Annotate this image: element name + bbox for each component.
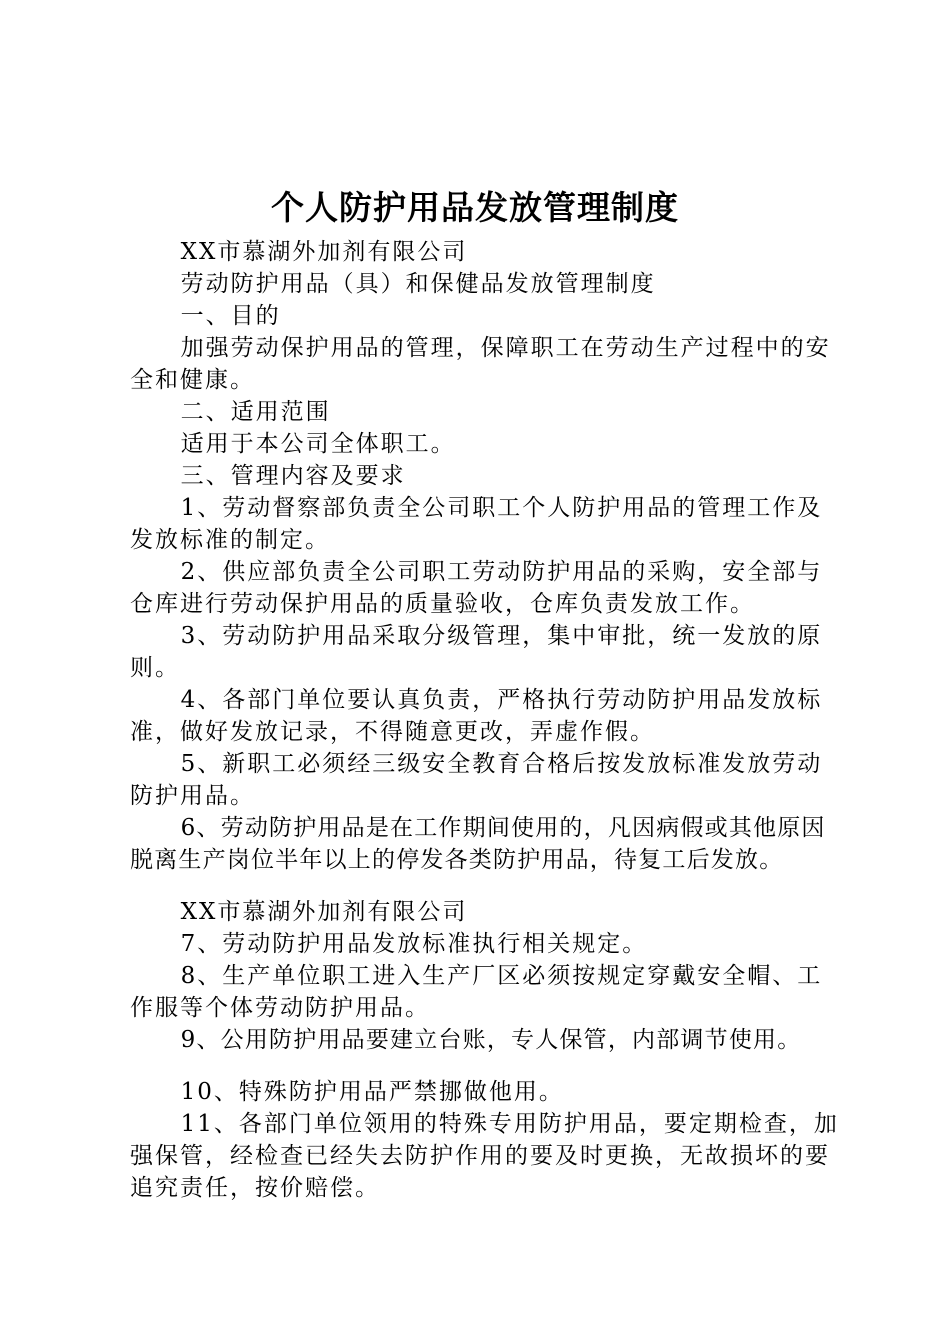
- paragraph-item-5: 5、新职工必须经三级安全教育合格后按发放标准发放劳动防护用品。: [130, 751, 823, 809]
- paragraph-item-3: 3、劳动防护用品采取分级管理，集中审批，统一发放的原则。: [130, 623, 823, 681]
- paragraph-item-4: 4、各部门单位要认真负责，严格执行劳动防护用品发放标准，做好发放记录，不得随意更改，弄虚作假。: [130, 687, 823, 745]
- paragraph-item-6: 6、劳动防护用品是在工作期间使用的，凡因病假或其他原因脱离生产岗位半年以上的停发各类防护用品，待复工后发放。: [130, 815, 826, 873]
- document-title: 个人防护用品发放管理制度: [271, 188, 679, 227]
- company-name: XX市慕湖外加剂有限公司: [180, 239, 468, 265]
- paragraph-item-2: 2、供应部负责全公司职工劳动防护用品的采购，安全部与仓库进行劳动保护用品的质量验收，仓库负责发放工作。: [130, 559, 823, 617]
- paragraph-gap: [130, 1056, 842, 1076]
- paragraph-item-9: 9、公用防护用品要建立台账，专人保管，内部调节使用。: [180, 1027, 802, 1053]
- regulation-subtitle: 劳动防护用品（具）和保健品发放管理制度: [180, 271, 656, 297]
- paragraph-item-8: 8、生产单位职工进入生产厂区必须按规定穿戴安全帽、工作服等个体劳动防护用品。: [130, 963, 823, 1021]
- paragraph-purpose: 加强劳动保护用品的管理，保障职工在劳动生产过程中的安全和健康。: [130, 335, 831, 393]
- document-body: [130, 236, 842, 1204]
- paragraph-item-10: 10、特殊防护用品严禁挪做他用。: [180, 1079, 564, 1105]
- company-name-repeat: XX市慕湖外加剂有限公司: [180, 899, 468, 925]
- section-heading-content: 三、管理内容及要求: [180, 463, 406, 489]
- section-heading-purpose: 一、目的: [180, 303, 281, 329]
- paragraph-item-11: 11、各部门单位领用的特殊专用防护用品，要定期检查，加强保管，经检查已经失去防护作用的要及时更换，无故损坏的要追究责任，按价赔偿。: [130, 1111, 839, 1201]
- section-heading-scope: 二、适用范围: [180, 399, 331, 425]
- paragraph-gap: [130, 876, 842, 896]
- paragraph-scope: 适用于本公司全体职工。: [180, 431, 456, 457]
- paragraph-item-1: 1、劳动督察部负责全公司职工个人防护用品的管理工作及发放标准的制定。: [130, 495, 823, 553]
- paragraph-item-7: 7、劳动防护用品发放标准执行相关规定。: [180, 931, 648, 957]
